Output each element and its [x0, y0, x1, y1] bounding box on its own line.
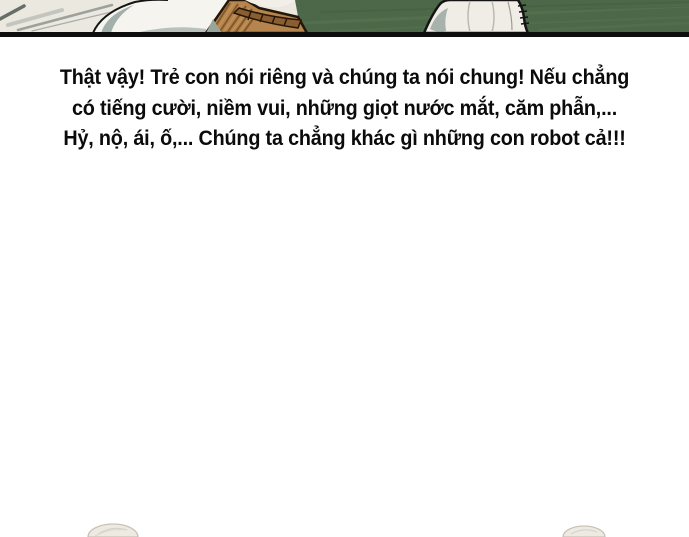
caption-line-2: có tiếng cười, niềm vui, những giọt nước mắt, căm phẫn,... [71, 95, 618, 120]
next-panel-hint [0, 521, 689, 537]
caption-line-3: Hỷ, nộ, ái, ố,... Chúng ta chẳng khác gì những con robot cả!!! [63, 126, 626, 150]
caption-line-1: Thật vậy! Trẻ con nói riêng và chúng ta nói chung! Nếu chẳng [59, 65, 630, 89]
panel-border [0, 32, 689, 37]
comic-panel-strip [0, 0, 689, 37]
head-hint-left [88, 524, 138, 537]
head-hint-right [563, 526, 605, 537]
comic-artwork [0, 0, 689, 37]
caption-block [28, 62, 662, 154]
trouser-leg [424, 0, 529, 33]
